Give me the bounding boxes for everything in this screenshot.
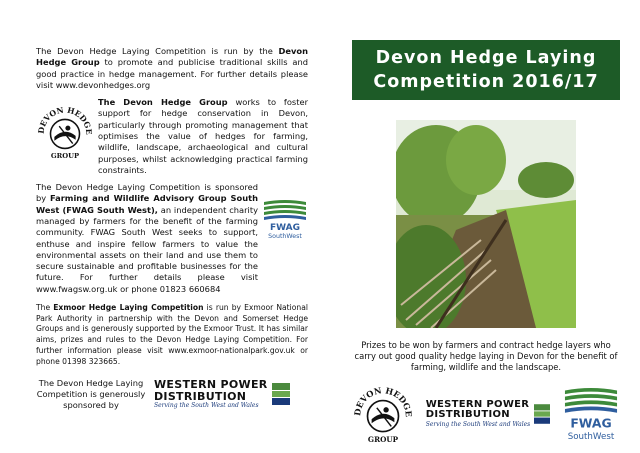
exmoor-paragraph: The Exmoor Hedge Laying Competition is run by Exmoor National Park Authority in partnership with the Devon and Somerset Hedge Groups and is generously supported by the Exmoor Trust. It has similar aims, prizes and rules to the Devon Hedge Laying Competition. For further information please visit www.exmoor-nationalpark.gov.uk or phone 01398 323665. bbox=[36, 302, 308, 366]
title-banner bbox=[352, 40, 620, 100]
sponsor-row bbox=[36, 378, 308, 410]
dhg-paragraph: The Devon Hedge Group works to foster support for hedge conservation in Devon, particularly through promoting management that optimises the value of hedges for farming, wildlife, landscape, archaeological and cultural purposes, whilst acknowledging practical farming constraints. bbox=[98, 97, 308, 175]
hedge-photo bbox=[396, 120, 576, 328]
fwag-section bbox=[36, 182, 308, 295]
fwag-logo-small bbox=[262, 196, 308, 242]
western-power-logo: WESTERN POWER DISTRIBUTION Serving the South West and Wales bbox=[154, 379, 290, 409]
svg-text:SouthWest: SouthWest bbox=[268, 233, 302, 241]
svg-text:DEVON HEDGE: DEVON HEDGE bbox=[36, 105, 94, 136]
svg-text:FWAG: FWAG bbox=[570, 415, 612, 431]
sponsor-logos bbox=[352, 383, 620, 445]
devon-hedge-group-logo bbox=[36, 103, 94, 161]
title-line-1: Devon Hedge Laying bbox=[375, 48, 597, 68]
western-power-logo-large: WESTERN POWER DISTRIBUTION Serving the South West and Wales bbox=[426, 400, 551, 428]
right-panel bbox=[352, 40, 620, 445]
intro-paragraph: The Devon Hedge Laying Competition is run by the Devon Hedge Group to promote and publicise traditional skills and good practice in hedge management. For further details please visit www.devonhedges.org bbox=[36, 46, 308, 90]
sponsor-text: The Devon Hedge Laying Competition is generously sponsored by bbox=[36, 378, 146, 410]
fwag-paragraph: The Devon Hedge Laying Competition is sponsored by Farming and Wildlife Advisory Group South West (FWAG South West), an independent charity managed by farmers for the benefit of the farming community. FWAG South West seeks to support, enthuse and inspire fellow farmers to value the environmental assets on their land and use them to secure sustainable and profitable businesses for the future. For further details please visit www.fwagsw.org.uk or phone 01823 660684 bbox=[36, 182, 258, 294]
fwag-logo-large bbox=[562, 383, 620, 445]
svg-text:GROUP: GROUP bbox=[50, 152, 80, 161]
dhg-section bbox=[36, 97, 308, 176]
prizes-text: Prizes to be won by farmers and contract hedge layers who carry out good quality hedge laying in Devon for the benefit of farming, wildlife and the landscape. bbox=[354, 340, 618, 372]
svg-text:SouthWest: SouthWest bbox=[567, 431, 615, 442]
wpd-emblem-icon bbox=[272, 383, 290, 405]
title-line-2: Competition 2016/17 bbox=[373, 72, 599, 92]
svg-text:DEVON HEDGE: DEVON HEDGE bbox=[352, 384, 414, 418]
svg-text:GROUP: GROUP bbox=[367, 434, 399, 444]
wpd-emblem-icon bbox=[534, 404, 550, 424]
svg-text:FWAG: FWAG bbox=[269, 223, 301, 234]
left-panel bbox=[36, 46, 308, 368]
devon-hedge-group-logo-large bbox=[352, 383, 414, 445]
